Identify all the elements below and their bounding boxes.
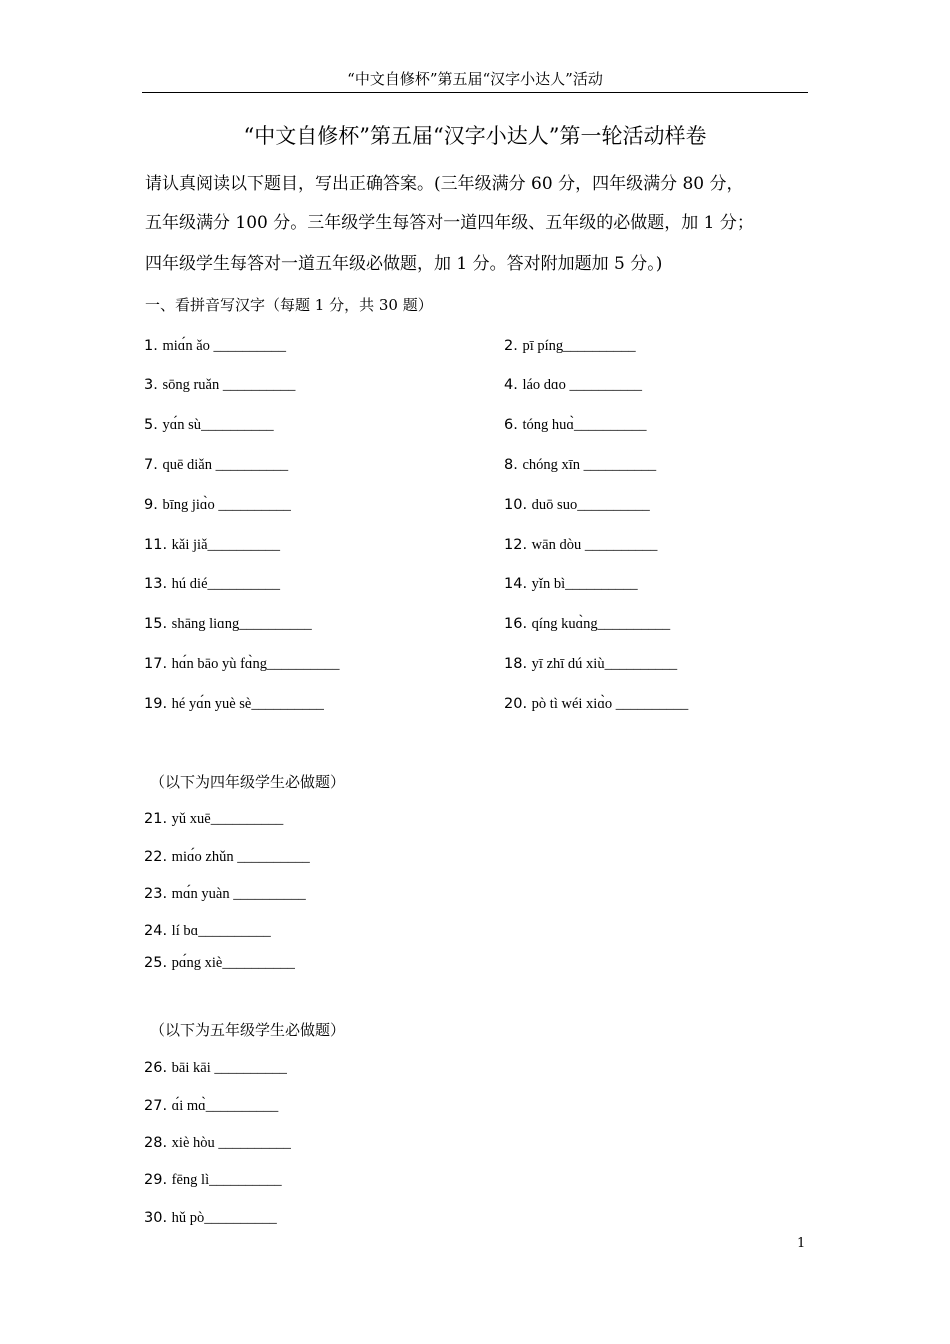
question-item: [504, 654, 677, 674]
page-number: 1: [797, 1236, 806, 1251]
question-number: 7.: [144, 457, 158, 473]
question-pinyin: yɑ́n sù: [162, 417, 202, 433]
question-number: 9.: [144, 497, 158, 513]
question-number: 22.: [144, 849, 168, 865]
instruction-line: 四年级学生每答对一道五年级必做题，加 1 分。答对附加题加 5 分。): [145, 254, 663, 274]
question-number: 3.: [144, 377, 158, 393]
answer-blank: __________: [577, 497, 650, 513]
answer-blank: __________: [597, 616, 671, 632]
question-item: [144, 375, 295, 395]
answer-blank: __________: [233, 849, 310, 865]
question-pinyin: hɑ́n bāo yù fɑ̀ng: [171, 656, 267, 672]
question-item: [144, 535, 280, 555]
question-item: [144, 614, 312, 634]
question-item: [144, 1096, 278, 1116]
question-item: [504, 495, 650, 515]
question-item: [144, 953, 295, 973]
question-number: 24.: [144, 923, 168, 939]
question-item: [504, 336, 636, 356]
instruction-line: 五年级满分 100 分。三年级学生每答对一道四年级、五年级的必做题，加 1 分；: [145, 213, 754, 233]
answer-blank: __________: [563, 338, 636, 354]
answer-blank: __________: [581, 537, 658, 553]
question-number: 1.: [144, 338, 158, 354]
answer-blank: __________: [209, 1172, 282, 1188]
question-item: [144, 336, 286, 356]
question-pinyin: bāi kāi: [171, 1060, 211, 1076]
question-number: 28.: [144, 1135, 168, 1151]
question-pinyin: pò tì wéi xiɑ̀o: [531, 696, 613, 712]
document-title: “中文自修杯”第五届“汉字小达人”第一轮活动样卷: [243, 124, 707, 148]
question-number: 19.: [144, 696, 168, 712]
question-pinyin: kǎi jiǎ: [171, 537, 208, 553]
question-pinyin: miɑ́n ǎo: [162, 338, 210, 354]
question-number: 27.: [144, 1098, 168, 1114]
answer-blank: __________: [239, 616, 312, 632]
question-number: 12.: [504, 537, 528, 553]
instruction-line: 请认真阅读以下题目，写出正确答案。(三年级满分 60 分，四年级满分 80 分，: [145, 174, 744, 194]
answer-blank: __________: [229, 886, 306, 902]
answer-blank: __________: [565, 377, 643, 393]
question-number: 25.: [144, 955, 168, 971]
question-number: 29.: [144, 1172, 168, 1188]
question-pinyin: pī píng: [522, 338, 564, 354]
section-heading: 一、看拼音写汉字（每题 1 分，共 30 题）: [145, 296, 433, 314]
question-pinyin: tóng huɑ̀: [522, 417, 574, 433]
running-header: “中文自修杯”第五届“汉字小达人”活动: [347, 70, 603, 88]
question-number: 16.: [504, 616, 528, 632]
question-pinyin: hé yɑ́n yuè sè: [171, 696, 252, 712]
question-pinyin: ɑ́i mɑ̀: [171, 1098, 206, 1114]
question-item: [504, 415, 646, 435]
question-number: 26.: [144, 1060, 168, 1076]
answer-blank: __________: [214, 497, 291, 513]
question-pinyin: shāng liɑng: [171, 616, 240, 632]
question-pinyin: sōng ruǎn: [162, 377, 220, 393]
answer-blank: __________: [207, 537, 281, 553]
answer-blank: __________: [219, 377, 296, 393]
answer-blank: __________: [612, 696, 689, 712]
question-item: [504, 694, 688, 714]
question-pinyin: xiè hòu: [171, 1135, 215, 1151]
question-pinyin: qíng kuɑ̀ng: [531, 616, 598, 632]
answer-blank: __________: [565, 576, 638, 592]
answer-blank: __________: [604, 656, 678, 672]
question-number: 23.: [144, 886, 168, 902]
question-pinyin: wān dòu: [531, 537, 582, 553]
grade4-note: （以下为四年级学生必做题）: [150, 773, 346, 791]
answer-blank: __________: [205, 1098, 279, 1114]
question-item: [144, 921, 271, 941]
question-item: [144, 884, 306, 904]
question-number: 2.: [504, 338, 518, 354]
answer-blank: __________: [198, 923, 271, 939]
question-number: 20.: [504, 696, 528, 712]
question-number: 13.: [144, 576, 168, 592]
question-number: 5.: [144, 417, 158, 433]
question-item: [144, 574, 280, 594]
answer-blank: __________: [207, 576, 281, 592]
question-pinyin: yǔ xuē: [171, 811, 211, 827]
question-item: [504, 614, 670, 634]
question-number: 15.: [144, 616, 168, 632]
question-item: [504, 455, 656, 475]
question-pinyin: miɑ́o zhǔn: [171, 849, 234, 865]
question-item: [144, 694, 324, 714]
question-item: [144, 654, 339, 674]
question-pinyin: yī zhī dú xiù: [531, 656, 605, 672]
question-number: 18.: [504, 656, 528, 672]
question-number: 10.: [504, 497, 528, 513]
question-item: [144, 1170, 282, 1190]
question-item: [144, 1208, 277, 1228]
answer-blank: __________: [251, 696, 324, 712]
question-number: 30.: [144, 1210, 168, 1226]
question-number: 8.: [504, 457, 518, 473]
question-item: [144, 847, 310, 867]
question-number: 4.: [504, 377, 518, 393]
answer-blank: __________: [573, 417, 647, 433]
question-pinyin: quē diǎn: [162, 457, 212, 473]
question-item: [144, 1058, 287, 1078]
question-item: [144, 809, 283, 829]
grade5-note: （以下为五年级学生必做题）: [150, 1021, 346, 1039]
question-number: 11.: [144, 537, 168, 553]
question-pinyin: mɑ́n yuàn: [171, 886, 230, 902]
question-pinyin: pɑ́ng xiè: [171, 955, 223, 971]
answer-blank: __________: [210, 811, 284, 827]
answer-blank: __________: [209, 338, 287, 354]
answer-blank: __________: [580, 457, 657, 473]
answer-blank: __________: [211, 457, 289, 473]
question-item: [144, 415, 274, 435]
question-pinyin: hú dié: [171, 576, 208, 592]
question-pinyin: yǐn bì: [531, 576, 566, 592]
question-pinyin: láo dɑo: [522, 377, 566, 393]
question-number: 21.: [144, 811, 168, 827]
question-item: [504, 375, 642, 395]
question-pinyin: chóng xīn: [522, 457, 581, 473]
answer-blank: __________: [222, 955, 295, 971]
answer-blank: __________: [266, 656, 340, 672]
question-number: 17.: [144, 656, 168, 672]
question-item: [144, 495, 291, 515]
answer-blank: __________: [201, 417, 274, 433]
question-number: 14.: [504, 576, 528, 592]
question-pinyin: hǔ pò: [171, 1210, 205, 1226]
answer-blank: __________: [214, 1135, 291, 1151]
question-item: [144, 455, 288, 475]
answer-blank: __________: [210, 1060, 287, 1076]
question-pinyin: fēng lì: [171, 1172, 210, 1188]
question-item: [504, 574, 638, 594]
header-rule: [142, 92, 808, 93]
answer-blank: __________: [204, 1210, 277, 1226]
question-item: [504, 535, 657, 555]
question-pinyin: bīng jiɑ̀o: [162, 497, 215, 513]
question-item: [144, 1133, 291, 1153]
question-number: 6.: [504, 417, 518, 433]
question-pinyin: lí bɑ: [171, 923, 199, 939]
question-pinyin: duō suo: [531, 497, 578, 513]
